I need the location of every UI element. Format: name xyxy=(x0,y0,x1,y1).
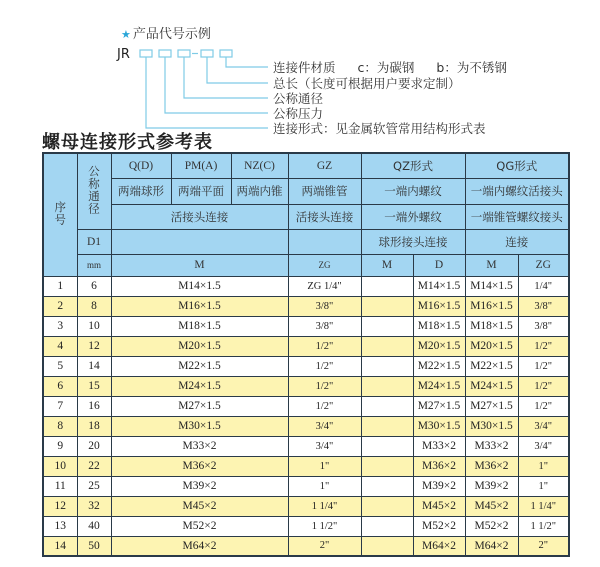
cell-qg-m: M18×1.5 xyxy=(465,316,518,336)
cell-qg-zg: 1" xyxy=(518,476,569,496)
table-title: 螺母连接形式参考表 xyxy=(42,132,213,153)
cell-qg-m: M64×2 xyxy=(465,536,518,556)
header-gz-union: 活接头连接 xyxy=(288,204,361,229)
cell-zg: 1/2" xyxy=(288,336,361,356)
cell-qz-m xyxy=(361,476,413,496)
cell-no: 2 xyxy=(43,296,77,316)
leader-line-1 xyxy=(226,57,268,67)
leader-line-4 xyxy=(165,57,268,113)
table-row xyxy=(43,436,569,456)
cell-qz-d: M36×2 xyxy=(413,456,465,476)
cell-qg-zg: 3/4" xyxy=(518,416,569,436)
cell-qz-m xyxy=(361,276,413,296)
example-title-text: 产品代号示例 xyxy=(132,27,211,42)
cell-dn: 16 xyxy=(77,396,111,416)
cell-zg: 3/8" xyxy=(288,296,361,316)
cell-qz-m xyxy=(361,436,413,456)
header-qg-desc1: 一端内螺纹活接头 xyxy=(465,178,569,204)
header-mm: mm xyxy=(77,254,111,276)
code-box-5 xyxy=(220,50,232,57)
header-qz-desc3: 球形接头连接 xyxy=(361,229,465,254)
cell-m: M24×1.5 xyxy=(111,376,288,396)
cell-qg-m: M39×2 xyxy=(465,476,518,496)
cell-qg-zg: 1/4" xyxy=(518,276,569,296)
cell-qg-m: M27×1.5 xyxy=(465,396,518,416)
cell-no: 8 xyxy=(43,416,77,436)
cell-dn: 32 xyxy=(77,496,111,516)
table-body xyxy=(43,276,569,556)
cell-qz-m xyxy=(361,356,413,376)
cell-qg-m: M36×2 xyxy=(465,456,518,476)
cell-qz-m xyxy=(361,456,413,476)
cell-qg-zg: 3/8" xyxy=(518,296,569,316)
header-qg-m: M xyxy=(465,254,518,276)
table-row xyxy=(43,496,569,516)
cell-zg: 1 1/2" xyxy=(288,516,361,536)
cell-qz-d: M18×1.5 xyxy=(413,316,465,336)
cell-m: M22×1.5 xyxy=(111,356,288,376)
cell-m: M27×1.5 xyxy=(111,396,288,416)
cell-qz-m xyxy=(361,376,413,396)
table-row xyxy=(43,356,569,376)
header-qz-d: D xyxy=(413,254,465,276)
cell-qg-zg: 1/2" xyxy=(518,376,569,396)
cell-m: M16×1.5 xyxy=(111,296,288,316)
nut-connection-table xyxy=(42,152,570,557)
cell-m: M45×2 xyxy=(111,496,288,516)
header-q: Q(D) xyxy=(111,153,171,178)
header-seq: 序号 xyxy=(43,153,77,276)
cell-qg-zg: 1/2" xyxy=(518,356,569,376)
cell-qg-m: M52×2 xyxy=(465,516,518,536)
cell-qg-m: M33×2 xyxy=(465,436,518,456)
cell-zg: 3/4" xyxy=(288,436,361,456)
cell-m: M36×2 xyxy=(111,456,288,476)
star-icon: ★ xyxy=(121,28,131,41)
header-qz-m: M xyxy=(361,254,413,276)
cell-qz-d: M22×1.5 xyxy=(413,356,465,376)
table-row xyxy=(43,296,569,316)
cell-no: 3 xyxy=(43,316,77,336)
cell-dn: 40 xyxy=(77,516,111,536)
cell-qz-m xyxy=(361,416,413,436)
cell-zg: 1 1/4" xyxy=(288,496,361,516)
cell-qz-m xyxy=(361,316,413,336)
cell-zg: 2" xyxy=(288,536,361,556)
cell-qz-d: M24×1.5 xyxy=(413,376,465,396)
label-connection: 连接形式：见金属软管常用结构形式表 xyxy=(273,121,486,136)
cell-zg: 3/4" xyxy=(288,416,361,436)
label-pressure: 公称压力 xyxy=(273,106,324,121)
cell-qz-m xyxy=(361,516,413,536)
cell-m: M14×1.5 xyxy=(111,276,288,296)
cell-dn: 14 xyxy=(77,356,111,376)
label-diameter: 公称通径 xyxy=(273,91,324,106)
table-row xyxy=(43,396,569,416)
cell-qg-zg: 3/8" xyxy=(518,316,569,336)
cell-qg-zg: 1/2" xyxy=(518,336,569,356)
table-row xyxy=(43,336,569,356)
header-q-desc: 两端球形 xyxy=(111,178,171,204)
cell-zg: 1/2" xyxy=(288,376,361,396)
table-row xyxy=(43,456,569,476)
cell-m: M20×1.5 xyxy=(111,336,288,356)
cell-qz-m xyxy=(361,496,413,516)
cell-zg: 1" xyxy=(288,476,361,496)
cell-m: M39×2 xyxy=(111,476,288,496)
cell-qz-d: M33×2 xyxy=(413,436,465,456)
cell-no: 6 xyxy=(43,376,77,396)
cell-qg-m: M16×1.5 xyxy=(465,296,518,316)
cell-qz-m xyxy=(361,536,413,556)
cell-qz-d: M20×1.5 xyxy=(413,336,465,356)
cell-no: 14 xyxy=(43,536,77,556)
cell-qg-m: M20×1.5 xyxy=(465,336,518,356)
cell-dn: 18 xyxy=(77,416,111,436)
code-box-2 xyxy=(159,50,171,57)
cell-zg: 1/2" xyxy=(288,396,361,416)
table-row xyxy=(43,536,569,556)
header-gz-blank xyxy=(288,229,361,254)
cell-qg-zg: 1 1/2" xyxy=(518,516,569,536)
cell-dn: 12 xyxy=(77,336,111,356)
cell-m: M30×1.5 xyxy=(111,416,288,436)
header-nz-desc: 两端内锥 xyxy=(231,178,288,204)
header-pm: PM(A) xyxy=(171,153,231,178)
header-nz: NZ(C) xyxy=(231,153,288,178)
cell-qz-d: M45×2 xyxy=(413,496,465,516)
cell-qg-m: M45×2 xyxy=(465,496,518,516)
header-qz-desc2: 一端外螺纹 xyxy=(361,204,465,229)
cell-qg-m: M22×1.5 xyxy=(465,356,518,376)
header-m: M xyxy=(111,254,288,276)
cell-no: 9 xyxy=(43,436,77,456)
label-length: 总长（长度可根据用户要求定制） xyxy=(273,76,461,91)
cell-dn: 25 xyxy=(77,476,111,496)
header-qz-desc1: 一端内螺纹 xyxy=(361,178,465,204)
header-union: 活接头连接 xyxy=(111,204,288,229)
cell-dn: 8 xyxy=(77,296,111,316)
cell-no: 10 xyxy=(43,456,77,476)
cell-qz-m xyxy=(361,336,413,356)
header-qg: QG形式 xyxy=(465,153,569,178)
cell-no: 11 xyxy=(43,476,77,496)
cell-zg: ZG 1/4" xyxy=(288,276,361,296)
cell-qg-m: M24×1.5 xyxy=(465,376,518,396)
cell-qg-zg: 3/4" xyxy=(518,436,569,456)
cell-qz-d: M64×2 xyxy=(413,536,465,556)
cell-qz-d: M16×1.5 xyxy=(413,296,465,316)
cell-dn: 10 xyxy=(77,316,111,336)
cell-no: 5 xyxy=(43,356,77,376)
header-d1: D1 xyxy=(77,229,111,254)
table-row xyxy=(43,416,569,436)
cell-qg-zg: 1 1/4" xyxy=(518,496,569,516)
cell-qz-d: M52×2 xyxy=(413,516,465,536)
code-box-1 xyxy=(140,50,152,57)
header-nominal: 公称通径 xyxy=(77,153,111,229)
cell-qz-d: M14×1.5 xyxy=(413,276,465,296)
cell-qz-d: M39×2 xyxy=(413,476,465,496)
header-pm-desc: 两端平面 xyxy=(171,178,231,204)
cell-m: M52×2 xyxy=(111,516,288,536)
header-zg: ZG xyxy=(288,254,361,276)
cell-no: 13 xyxy=(43,516,77,536)
cell-no: 7 xyxy=(43,396,77,416)
cell-dn: 6 xyxy=(77,276,111,296)
cell-qg-zg: 1/2" xyxy=(518,396,569,416)
cell-qg-zg: 1" xyxy=(518,456,569,476)
cell-no: 4 xyxy=(43,336,77,356)
leader-line-2 xyxy=(207,57,268,83)
header-blank xyxy=(111,229,288,254)
cell-qg-zg: 2" xyxy=(518,536,569,556)
cell-no: 12 xyxy=(43,496,77,516)
header-qg-desc2: 一端锥管螺纹接头 xyxy=(465,204,569,229)
cell-m: M64×2 xyxy=(111,536,288,556)
cell-zg: 1/2" xyxy=(288,356,361,376)
header-qg-desc3: 连接 xyxy=(465,229,569,254)
cell-m: M33×2 xyxy=(111,436,288,456)
header-gz: GZ xyxy=(288,153,361,178)
cell-dn: 22 xyxy=(77,456,111,476)
header-qz: QZ形式 xyxy=(361,153,465,178)
cell-dn: 50 xyxy=(77,536,111,556)
table-row xyxy=(43,316,569,336)
cell-qz-d: M30×1.5 xyxy=(413,416,465,436)
cell-qz-m xyxy=(361,396,413,416)
header-gz-desc: 两端锥管 xyxy=(288,178,361,204)
label-material: 连接件材质 c：为碳钢 b：为不锈钢 xyxy=(273,60,507,75)
code-box-3 xyxy=(178,50,190,57)
cell-m: M18×1.5 xyxy=(111,316,288,336)
header-qg-zg: ZG xyxy=(518,254,569,276)
cell-qz-d: M27×1.5 xyxy=(413,396,465,416)
table-row xyxy=(43,476,569,496)
cell-qz-m xyxy=(361,296,413,316)
cell-dn: 15 xyxy=(77,376,111,396)
cell-dn: 20 xyxy=(77,436,111,456)
cell-qg-m: M14×1.5 xyxy=(465,276,518,296)
table-row xyxy=(43,276,569,296)
cell-zg: 1" xyxy=(288,456,361,476)
cell-zg: 3/8" xyxy=(288,316,361,336)
product-code-prefix: JR xyxy=(117,47,130,62)
table-row xyxy=(43,376,569,396)
cell-qg-m: M30×1.5 xyxy=(465,416,518,436)
table-row xyxy=(43,516,569,536)
code-box-4 xyxy=(201,50,213,57)
cell-no: 1 xyxy=(43,276,77,296)
